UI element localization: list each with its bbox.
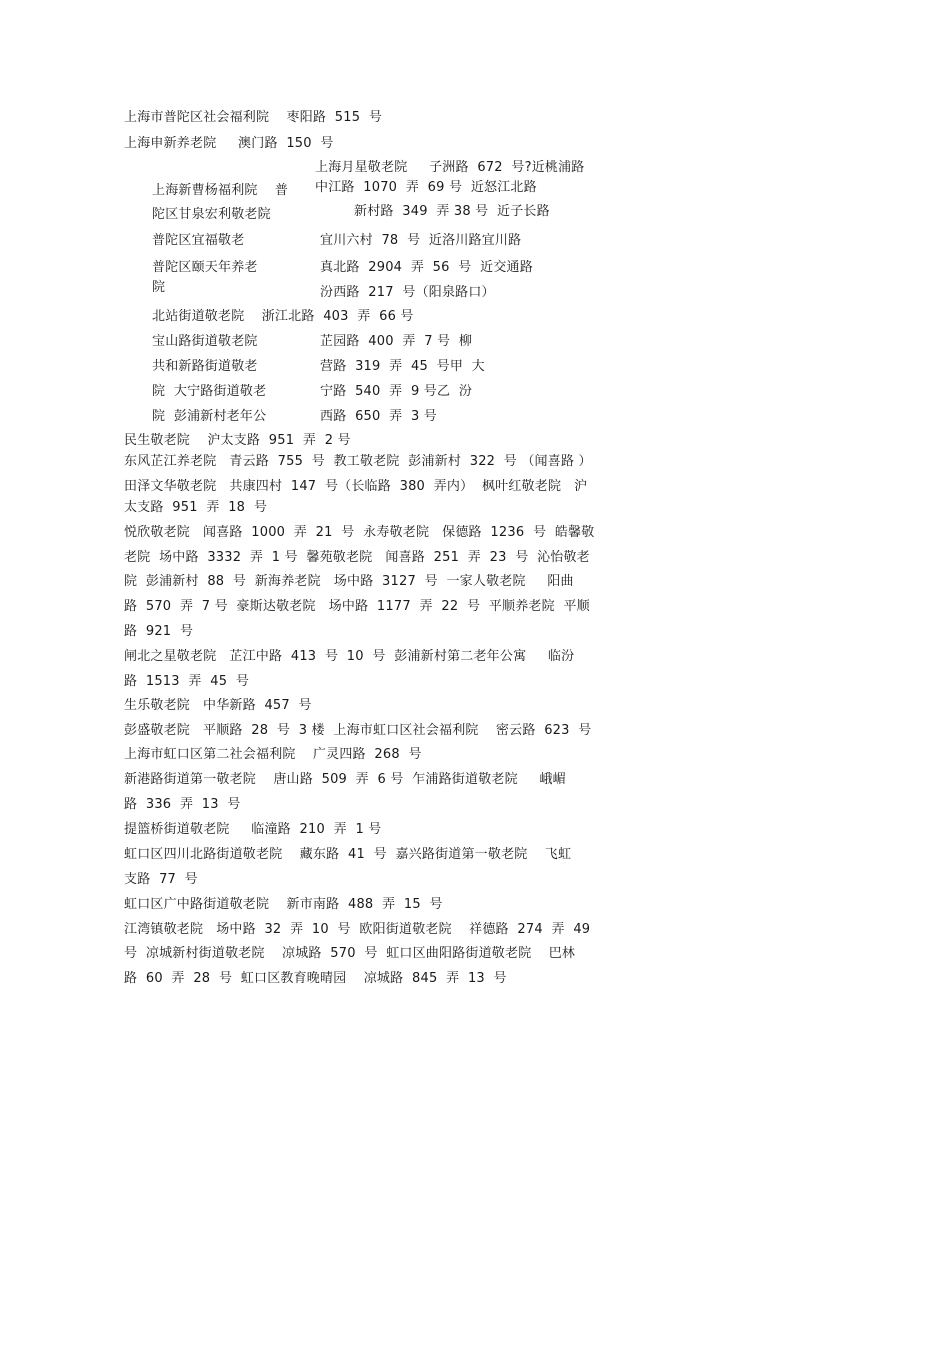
text-line: 宜川六村 78 号 近洛川路宜川路 xyxy=(320,233,522,248)
text-line: 提篮桥街道敬老院 临潼路 210 弄 1 号 xyxy=(124,822,382,837)
text-line: 路 336 弄 13 号 xyxy=(124,797,241,812)
text-line: 院 xyxy=(152,280,166,295)
text-line: 路 60 弄 28 号 虹口区教育晚晴园 凉城路 845 弄 13 号 xyxy=(124,971,507,986)
text-line: 西路 650 弄 3 号 xyxy=(320,409,438,424)
text-line: 路 570 弄 7 号 豪斯达敬老院 场中路 1177 弄 22 号 平顺养老院 平顺 xyxy=(124,599,590,614)
text-line: 上海市普陀区社会福利院 枣阳路 515 号 xyxy=(124,110,383,125)
text-line: 虹口区广中路街道敬老院 新市南路 488 弄 15 号 xyxy=(124,897,443,912)
text-line: 彭盛敬老院 平顺路 28 号 3 楼 上海市虹口区社会福利院 密云路 623 号 xyxy=(124,723,592,738)
text-line: 宁路 540 弄 9 号乙 汾 xyxy=(320,384,473,399)
text-line: 上海申新养老院 澳门路 150 号 xyxy=(124,136,334,151)
text-line: 营路 319 弄 45 号甲 大 xyxy=(320,359,485,374)
text-line: 田泽文华敬老院 共康四村 147 号（长临路 380 弄内） 枫叶红敬老院 沪 xyxy=(124,479,588,494)
text-line: 上海月星敬老院 子洲路 672 号?近桃浦路 xyxy=(315,160,585,175)
text-line: 新村路 349 弄 38 号 近子长路 xyxy=(354,204,550,219)
text-line: 太支路 951 弄 18 号 xyxy=(124,500,268,515)
text-line: 悦欣敬老院 闻喜路 1000 弄 21 号 永寿敬老院 保德路 1236 号 皓馨敬 xyxy=(124,525,595,540)
text-line: 院 彭浦新村 88 号 新海养老院 场中路 3127 号 一家人敬老院 阳曲 xyxy=(124,574,574,589)
text-line: 院 大宁路街道敬老 xyxy=(152,384,267,399)
text-line: 共和新路街道敬老 xyxy=(152,359,258,374)
text-line: 芷园路 400 弄 7 号 柳 xyxy=(320,334,473,349)
text-line: 陀区甘泉宏利敬老院 xyxy=(152,207,271,222)
text-line: 院 彭浦新村老年公 xyxy=(152,409,267,424)
text-line: 老院 场中路 3332 弄 1 号 馨苑敬老院 闻喜路 251 弄 23 号 沁怡敬老 xyxy=(124,550,590,565)
text-line: 号 凉城新村街道敬老院 凉城路 570 号 虹口区曲阳路街道敬老院 巴林 xyxy=(124,946,576,961)
text-line: 生乐敬老院 中华新路 457 号 xyxy=(124,698,312,713)
text-line: 路 921 号 xyxy=(124,624,194,639)
text-line: 虹口区四川北路街道敬老院 藏东路 41 号 嘉兴路街道第一敬老院 飞虹 xyxy=(124,847,572,862)
text-line: 民生敬老院 沪太支路 951 弄 2 号 xyxy=(124,433,351,448)
text-line: 普陀区颐天年养老 xyxy=(152,260,258,275)
text-line: 普陀区宜福敬老 xyxy=(152,233,245,248)
text-line: 闸北之星敬老院 芷江中路 413 号 10 号 彭浦新村第二老年公寓 临汾 xyxy=(124,649,575,664)
text-line: 东风芷江养老院 青云路 755 号 教工敬老院 彭浦新村 322 号 （闻喜路 ） xyxy=(124,454,592,469)
text-line: 上海新曹杨福利院 普 xyxy=(152,183,289,198)
text-line: 真北路 2904 弄 56 号 近交通路 xyxy=(320,260,533,275)
text-line: 支路 77 号 xyxy=(124,872,198,887)
text-line: 汾西路 217 号（阳泉路口） xyxy=(320,285,495,300)
text-line: 北站街道敬老院 浙江北路 403 弄 66 号 xyxy=(152,309,414,324)
text-line: 江湾镇敬老院 场中路 32 弄 10 号 欧阳街道敬老院 祥德路 274 弄 49 xyxy=(124,922,591,937)
text-line: 路 1513 弄 45 号 xyxy=(124,674,250,689)
text-line: 上海市虹口区第二社会福利院 广灵四路 268 号 xyxy=(124,747,422,762)
text-line: 新港路街道第一敬老院 唐山路 509 弄 6 号 乍浦路街道敬老院 峨嵋 xyxy=(124,772,566,787)
text-line: 中江路 1070 弄 69 号 近怒江北路 xyxy=(315,180,537,195)
text-line: 宝山路街道敬老院 xyxy=(152,334,258,349)
